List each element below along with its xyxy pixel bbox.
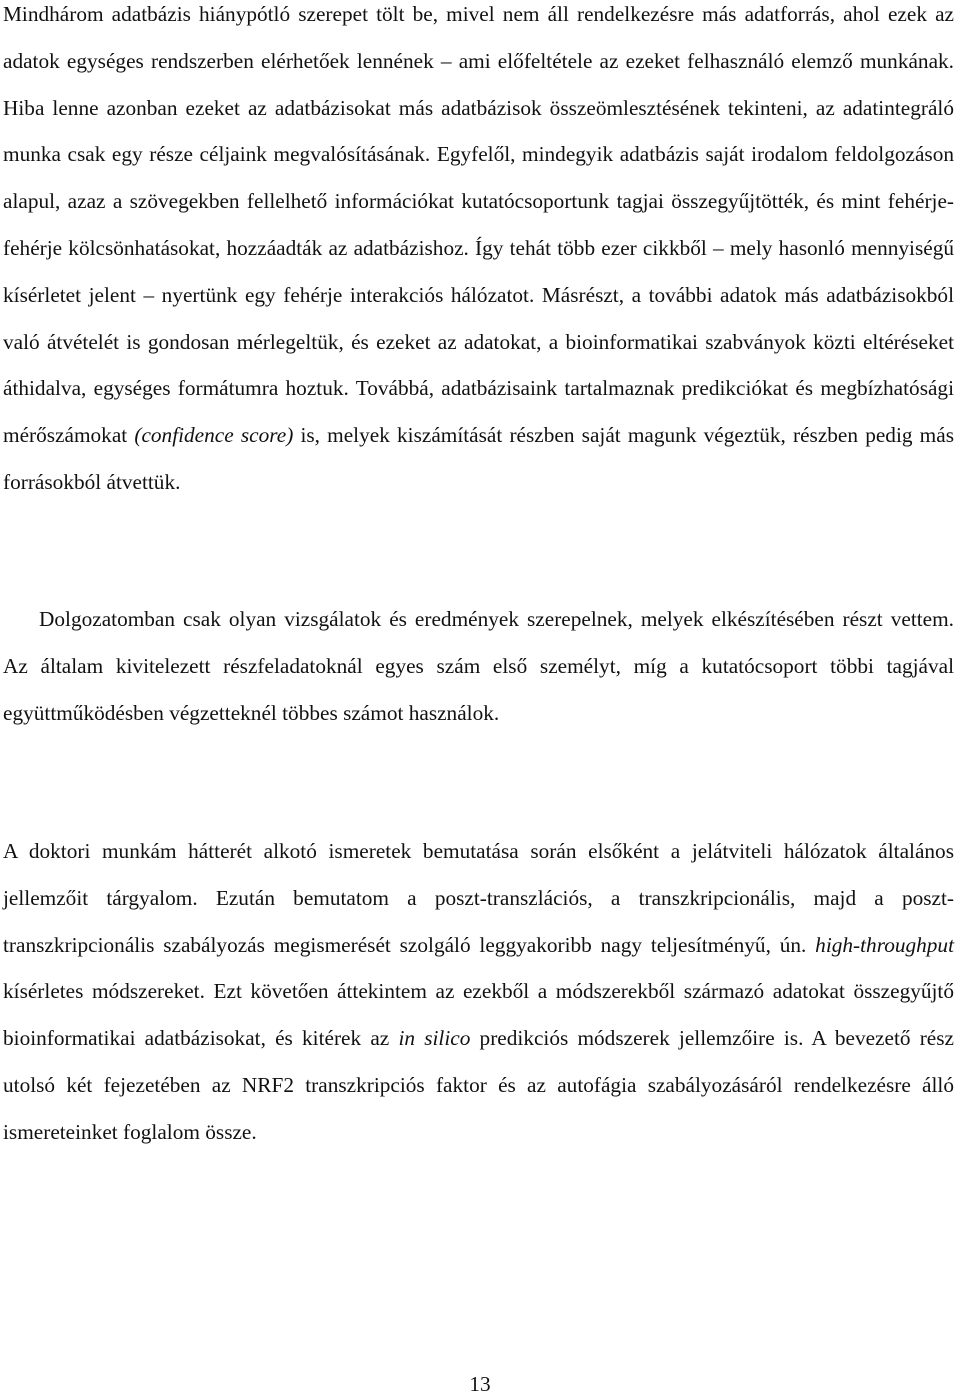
italic-term: in silico — [398, 1026, 471, 1051]
page-number: 13 — [469, 1372, 491, 1396]
text-run: is, melyek kiszámítását részben saját magunk végeztük, részben pedig más forrásokból átvettük. — [3, 423, 954, 494]
text-run: kísérletes módszereket. Ezt követően áttekintem az ezekből a módszerekből származó adatokat összegyűjtő bioinformatikai adatbázisokat, és kitérek az — [3, 979, 954, 1051]
italic-term: (confidence score) — [134, 423, 294, 448]
paragraph-outline — [3, 828, 954, 1156]
text-run: predikciós módszerek jellemzőire is. A bevezető rész utolsó két fejezetében az NRF2 transzkripciós faktor és az autofágia szabályozásáról rendelkezésre álló ismereteinket foglalom össze. — [3, 1026, 954, 1144]
text-run: Dolgozatomban csak olyan vizsgálatok és eredmények szerepelnek, melyek elkészítésében részt vettem. Az általam kivitelezett részfeladatoknál egyes szám első személyt, míg a kutatócsoport többi tagjával együttműködésben végzetteknél többes számot használok. — [3, 607, 954, 725]
paragraph-authorship — [3, 596, 954, 736]
text-run: A doktori munkám hátterét alkotó ismeretek bemutatása során elsőként a jelátviteli hálózatok általános jellemzőit tárgyalom. Ezután bemutatom a poszt-transzlációs, a transzkripcionális, majd a poszt-transzkripcionális szabályozás megismerését szolgáló leggyakoribb nagy teljesítményű, ún. — [3, 839, 954, 957]
text-run: Mindhárom adatbázis hiánypótló szerepet tölt be, mivel nem áll rendelkezésre más adatforrás, ahol ezek az adatok egységes rendszerben elérhetőek lennének – ami előfeltétele az ezeket felhasználó elemző munkának. Hiba lenne azonban ezeket az adatbázisokat más adatbázisok összeömlesztésének tekinteni, az adatintegráló munka csak egy része céljaink megvalósításának. Egyfelől, mindegyik adatbázis saját irodalom feldolgozáson alapul, azaz a szövegekben fellelhető információkat kutatócsoportunk tagjai összegyűjtötték, és mint fehérje-fehérje kölcsönhatásokat, hozzáadták az adatbázishoz. Így tehát több ezer cikkből – mely hasonló mennyiségű kísérletet jelent – nyertünk egy fehérje interakciós hálózatot. Másrészt, a további adatok más adatbázisokból való átvételét is gondosan mérlegeltük, és ezeket az adatokat, a bioinformatikai szabványok közti eltéréseket áthidalva, egységes formátumra hoztuk. Továbbá, adatbázisaink tartalmaznak predikciókat és megbízhatósági mérőszámokat — [3, 2, 954, 448]
paragraph-databases — [3, 0, 954, 506]
italic-term: high-throughput — [815, 932, 954, 957]
